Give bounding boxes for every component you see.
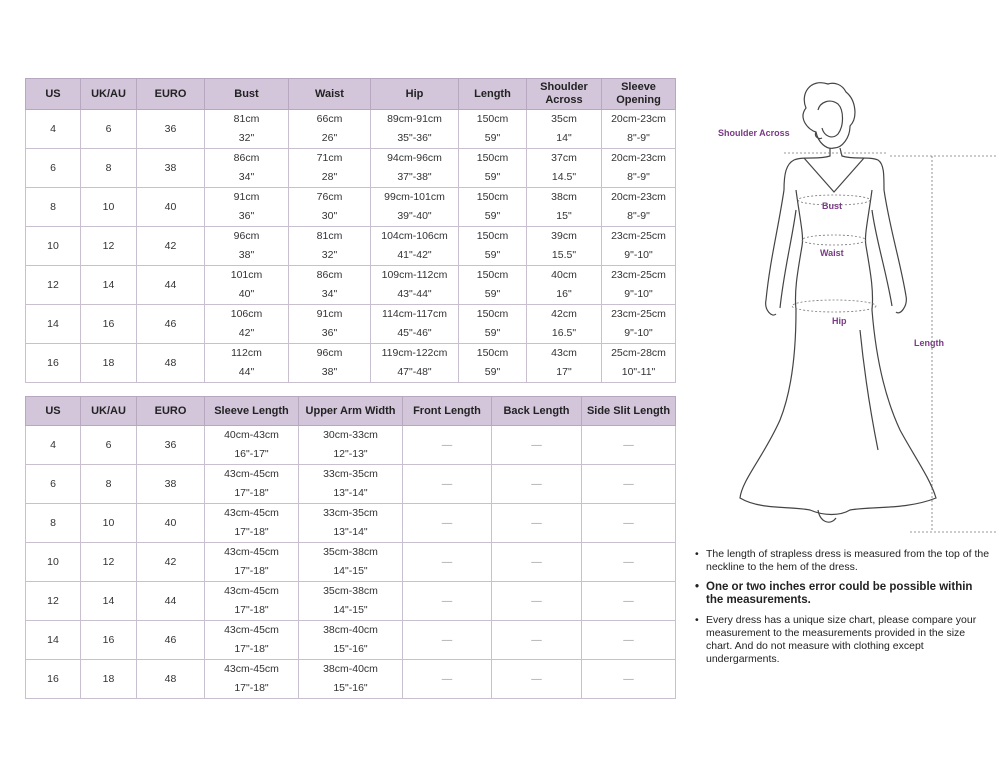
sleeve-length-cell	[205, 660, 299, 699]
measure-guides	[784, 153, 996, 532]
value-cm: 71cm	[316, 152, 343, 164]
value-cm: 38cm-40cm	[323, 624, 378, 636]
value-inch: 15"	[556, 210, 572, 222]
back-length-cell: —	[492, 660, 582, 699]
value-cm: 150cm	[476, 269, 509, 281]
size-us: 4	[26, 110, 81, 149]
length-cell	[459, 305, 527, 344]
size-euro: 46	[137, 621, 205, 660]
value-inch: 47"-48"	[397, 366, 432, 378]
hip-cell	[371, 188, 459, 227]
value-inch: 14"-15"	[333, 565, 368, 577]
size-table-sleeve	[25, 396, 676, 699]
upper-arm-cell	[299, 621, 403, 660]
value-cm: 20cm-23cm	[611, 191, 666, 203]
back-length-cell: —	[492, 465, 582, 504]
size-us: 4	[26, 426, 81, 465]
size-us: 14	[26, 621, 81, 660]
value-cm: 150cm	[476, 347, 509, 359]
col-header: Hip	[371, 79, 459, 110]
table-header-row	[26, 397, 676, 426]
table-row	[26, 660, 676, 699]
value-cm: 23cm-25cm	[611, 230, 666, 242]
shoulder-cell	[527, 227, 602, 266]
value-cm: 43cm-45cm	[224, 585, 279, 597]
size-uk: 10	[81, 188, 137, 227]
size-euro: 48	[137, 660, 205, 699]
table-row	[26, 188, 676, 227]
value-cm: 23cm-25cm	[611, 269, 666, 281]
value-cm: 86cm	[316, 269, 343, 281]
waist-cell	[289, 188, 371, 227]
value-cm: 43cm-45cm	[224, 507, 279, 519]
shoulder-cell	[527, 305, 602, 344]
value-inch: 59"	[484, 288, 501, 300]
sleeve-opening-cell	[602, 305, 676, 344]
note-item-bold: • One or two inches error could be possible within the measurements.	[695, 581, 990, 607]
sleeve-opening-cell	[602, 344, 676, 383]
value-inch: 15.5"	[551, 249, 577, 261]
size-uk: 16	[81, 305, 137, 344]
shoulder-cell	[527, 188, 602, 227]
sleeve-length-cell	[205, 543, 299, 582]
value-inch: 13"-14"	[333, 487, 368, 499]
value-inch: 59"	[484, 132, 501, 144]
upper-arm-cell	[299, 660, 403, 699]
value-inch: 13"-14"	[333, 526, 368, 538]
value-cm: 40cm-43cm	[224, 429, 279, 441]
size-uk: 16	[81, 621, 137, 660]
length-cell	[459, 266, 527, 305]
value-inch: 43"-44"	[397, 288, 432, 300]
size-us: 8	[26, 188, 81, 227]
sleeve-length-cell	[205, 582, 299, 621]
back-length-cell: —	[492, 504, 582, 543]
size-uk: 8	[81, 149, 137, 188]
value-cm: 112cm	[231, 347, 262, 359]
bust-cell	[205, 110, 289, 149]
table-row	[26, 465, 676, 504]
back-length-cell: —	[492, 582, 582, 621]
value-cm: 150cm	[476, 191, 509, 203]
hip-cell	[371, 149, 459, 188]
size-euro: 38	[137, 465, 205, 504]
value-inch: 38"	[321, 366, 338, 378]
shoulder-cell	[527, 344, 602, 383]
value-inch: 14"	[556, 132, 572, 144]
value-inch: 15"-16"	[333, 643, 368, 655]
value-inch: 8"-9"	[627, 132, 650, 144]
waist-cell	[289, 305, 371, 344]
size-euro: 36	[137, 426, 205, 465]
value-inch: 39"-40"	[397, 210, 432, 222]
value-inch: 17"-18"	[234, 604, 269, 616]
value-inch: 16"	[556, 288, 572, 300]
sleeve-length-cell	[205, 465, 299, 504]
value-inch: 16.5"	[551, 327, 577, 339]
col-header: Upper Arm Width	[299, 397, 403, 426]
value-cm: 39cm	[551, 230, 577, 242]
table-row	[26, 582, 676, 621]
size-us: 16	[26, 344, 81, 383]
size-euro: 42	[137, 543, 205, 582]
col-header: US	[26, 397, 81, 426]
side-slit-cell: —	[582, 465, 676, 504]
sleeve-opening-cell	[602, 149, 676, 188]
upper-arm-cell	[299, 426, 403, 465]
value-inch: 34"	[238, 171, 255, 183]
value-cm: 150cm	[476, 230, 509, 242]
length-label: Length	[914, 338, 944, 348]
value-cm: 91cm	[233, 191, 260, 203]
waist-cell	[289, 149, 371, 188]
dress-figure-illustration	[700, 70, 1000, 540]
size-uk: 14	[81, 582, 137, 621]
value-inch: 14.5"	[551, 171, 577, 183]
size-uk: 6	[81, 110, 137, 149]
size-uk: 18	[81, 660, 137, 699]
size-euro: 46	[137, 305, 205, 344]
sleeve-length-cell	[205, 426, 299, 465]
value-cm: 89cm-91cm	[387, 113, 442, 125]
table-row	[26, 305, 676, 344]
value-cm: 81cm	[233, 113, 260, 125]
front-length-cell: —	[403, 660, 492, 699]
waist-cell	[289, 344, 371, 383]
front-length-cell: —	[403, 465, 492, 504]
value-inch: 10"-11"	[621, 366, 656, 378]
front-length-cell: —	[403, 426, 492, 465]
hip-cell	[371, 110, 459, 149]
col-header: Back Length	[492, 397, 582, 426]
table-row	[26, 504, 676, 543]
value-inch: 8"-9"	[627, 171, 650, 183]
value-cm: 42cm	[551, 308, 577, 320]
value-cm: 150cm	[476, 113, 509, 125]
value-cm: 43cm-45cm	[224, 546, 279, 558]
value-inch: 28"	[321, 171, 338, 183]
value-inch: 9"-10"	[624, 249, 653, 261]
table-row	[26, 543, 676, 582]
value-cm: 101cm	[230, 269, 263, 281]
value-cm: 40cm	[551, 269, 577, 281]
size-us: 10	[26, 227, 81, 266]
size-us: 12	[26, 582, 81, 621]
table-row	[26, 344, 676, 383]
back-length-cell: —	[492, 621, 582, 660]
value-cm: 106cm	[230, 308, 263, 320]
value-cm: 94cm-96cm	[387, 152, 442, 164]
bust-cell	[205, 227, 289, 266]
col-header: US	[26, 79, 81, 110]
col-header: UK/AU	[81, 79, 137, 110]
sleeve-opening-cell	[602, 266, 676, 305]
size-us: 6	[26, 149, 81, 188]
hip-cell	[371, 227, 459, 266]
value-inch: 34"	[321, 288, 338, 300]
shoulder-across-label: Shoulder Across	[718, 128, 790, 138]
size-euro: 40	[137, 188, 205, 227]
value-inch: 30"	[321, 210, 338, 222]
sleeve-length-cell	[205, 504, 299, 543]
col-header: Sleeve Opening	[602, 79, 676, 110]
waist-cell	[289, 110, 371, 149]
hip-cell	[371, 266, 459, 305]
upper-arm-cell	[299, 504, 403, 543]
size-uk: 12	[81, 227, 137, 266]
upper-arm-cell	[299, 465, 403, 504]
value-cm: 96cm	[233, 230, 260, 242]
waist-cell	[289, 266, 371, 305]
value-cm: 38cm	[551, 191, 577, 203]
size-us: 16	[26, 660, 81, 699]
waist-cell	[289, 227, 371, 266]
side-slit-cell: —	[582, 660, 676, 699]
value-cm: 35cm-38cm	[323, 585, 378, 597]
length-cell	[459, 344, 527, 383]
value-cm: 96cm	[316, 347, 343, 359]
size-uk: 6	[81, 426, 137, 465]
value-inch: 36"	[238, 210, 255, 222]
size-euro: 36	[137, 110, 205, 149]
value-inch: 36"	[321, 327, 338, 339]
value-inch: 15"-16"	[333, 682, 368, 694]
table-header-row	[26, 79, 676, 110]
length-cell	[459, 110, 527, 149]
value-inch: 45"-46"	[397, 327, 432, 339]
size-euro: 42	[137, 227, 205, 266]
value-inch: 17"-18"	[234, 682, 269, 694]
value-inch: 59"	[484, 171, 501, 183]
value-cm: 38cm-40cm	[323, 663, 378, 675]
side-slit-cell: —	[582, 621, 676, 660]
size-us: 10	[26, 543, 81, 582]
value-cm: 81cm	[316, 230, 343, 242]
size-uk: 14	[81, 266, 137, 305]
note-item: • Every dress has a unique size chart, please compare your measurement to the measurements provided in the size chart. And do not measure with clothing except undergarments.	[695, 614, 990, 666]
front-length-cell: —	[403, 543, 492, 582]
col-header: Front Length	[403, 397, 492, 426]
side-slit-cell: —	[582, 504, 676, 543]
col-header: Waist	[289, 79, 371, 110]
value-cm: 37cm	[551, 152, 577, 164]
value-cm: 23cm-25cm	[611, 308, 666, 320]
value-inch: 9"-10"	[624, 288, 653, 300]
value-inch: 17"-18"	[234, 643, 269, 655]
waist-label: Waist	[820, 248, 844, 258]
sleeve-opening-cell	[602, 227, 676, 266]
value-cm: 43cm-45cm	[224, 663, 279, 675]
col-header: Sleeve Length	[205, 397, 299, 426]
upper-arm-cell	[299, 543, 403, 582]
value-inch: 59"	[484, 366, 501, 378]
table-row	[26, 149, 676, 188]
length-cell	[459, 227, 527, 266]
table-row	[26, 621, 676, 660]
sleeve-opening-cell	[602, 188, 676, 227]
side-slit-cell: —	[582, 543, 676, 582]
hip-label: Hip	[832, 316, 847, 326]
value-inch: 59"	[484, 210, 501, 222]
bust-cell	[205, 266, 289, 305]
value-inch: 41"-42"	[397, 249, 432, 261]
size-euro: 40	[137, 504, 205, 543]
value-inch: 9"-10"	[624, 327, 653, 339]
size-us: 6	[26, 465, 81, 504]
hip-cell	[371, 305, 459, 344]
measurement-notes	[695, 548, 990, 673]
value-inch: 12"-13"	[333, 448, 368, 460]
value-inch: 59"	[484, 249, 501, 261]
value-inch: 17"-18"	[234, 487, 269, 499]
back-length-cell: —	[492, 543, 582, 582]
value-inch: 40"	[238, 288, 255, 300]
front-length-cell: —	[403, 582, 492, 621]
dress-outline	[740, 83, 936, 522]
value-inch: 42"	[238, 327, 255, 339]
size-euro: 48	[137, 344, 205, 383]
side-slit-cell: —	[582, 582, 676, 621]
value-cm: 35cm-38cm	[323, 546, 378, 558]
value-cm: 91cm	[316, 308, 343, 320]
value-cm: 104cm-106cm	[381, 230, 448, 242]
bust-cell	[205, 188, 289, 227]
value-cm: 150cm	[476, 152, 509, 164]
size-euro: 38	[137, 149, 205, 188]
value-cm: 150cm	[476, 308, 509, 320]
table-row	[26, 426, 676, 465]
size-uk: 8	[81, 465, 137, 504]
value-cm: 109cm-112cm	[381, 269, 448, 281]
size-table-main	[25, 78, 676, 383]
value-cm: 119cm-122cm	[381, 347, 448, 359]
shoulder-cell	[527, 266, 602, 305]
value-inch: 17"-18"	[234, 526, 269, 538]
side-slit-cell: —	[582, 426, 676, 465]
size-uk: 18	[81, 344, 137, 383]
value-inch: 59"	[484, 327, 501, 339]
value-inch: 38"	[238, 249, 255, 261]
bust-cell	[205, 344, 289, 383]
size-us: 8	[26, 504, 81, 543]
value-cm: 43cm-45cm	[224, 624, 279, 636]
value-inch: 14"-15"	[333, 604, 368, 616]
col-header: Bust	[205, 79, 289, 110]
upper-arm-cell	[299, 582, 403, 621]
length-cell	[459, 188, 527, 227]
sleeve-length-cell	[205, 621, 299, 660]
bust-cell	[205, 305, 289, 344]
value-cm: 20cm-23cm	[611, 152, 666, 164]
value-cm: 114cm-117cm	[382, 308, 447, 320]
value-cm: 20cm-23cm	[611, 113, 666, 125]
value-cm: 66cm	[316, 113, 343, 125]
value-cm: 33cm-35cm	[323, 468, 378, 480]
col-header: UK/AU	[81, 397, 137, 426]
value-cm: 33cm-35cm	[323, 507, 378, 519]
size-euro: 44	[137, 582, 205, 621]
value-cm: 35cm	[551, 113, 577, 125]
shoulder-cell	[527, 149, 602, 188]
value-cm: 99cm-101cm	[384, 191, 445, 203]
front-length-cell: —	[403, 621, 492, 660]
size-us: 12	[26, 266, 81, 305]
table-row	[26, 227, 676, 266]
shoulder-cell	[527, 110, 602, 149]
value-inch: 35"-36"	[397, 132, 432, 144]
value-inch: 17"	[556, 366, 572, 378]
size-us: 14	[26, 305, 81, 344]
col-header: Side Slit Length	[582, 397, 676, 426]
col-header: EURO	[137, 397, 205, 426]
size-uk: 10	[81, 504, 137, 543]
value-inch: 26"	[321, 132, 338, 144]
value-cm: 43cm	[551, 347, 577, 359]
size-euro: 44	[137, 266, 205, 305]
value-cm: 43cm-45cm	[224, 468, 279, 480]
value-cm: 76cm	[316, 191, 343, 203]
value-inch: 32"	[238, 132, 255, 144]
note-item: • The length of strapless dress is measured from the top of the neckline to the hem of the dress.	[695, 548, 990, 574]
back-length-cell: —	[492, 426, 582, 465]
col-header: Shoulder Across	[527, 79, 602, 110]
col-header: Length	[459, 79, 527, 110]
length-cell	[459, 149, 527, 188]
value-cm: 30cm-33cm	[323, 429, 378, 441]
size-uk: 12	[81, 543, 137, 582]
value-inch: 32"	[321, 249, 338, 261]
bust-label: Bust	[822, 201, 842, 211]
value-inch: 17"-18"	[234, 565, 269, 577]
sleeve-opening-cell	[602, 110, 676, 149]
hip-cell	[371, 344, 459, 383]
table-row	[26, 110, 676, 149]
table-row	[26, 266, 676, 305]
col-header: EURO	[137, 79, 205, 110]
bust-cell	[205, 149, 289, 188]
value-inch: 44"	[238, 366, 255, 378]
value-inch: 37"-38"	[397, 171, 432, 183]
value-inch: 16"-17"	[234, 448, 269, 460]
value-cm: 25cm-28cm	[611, 347, 666, 359]
front-length-cell: —	[403, 504, 492, 543]
value-inch: 8"-9"	[627, 210, 650, 222]
value-cm: 86cm	[233, 152, 260, 164]
